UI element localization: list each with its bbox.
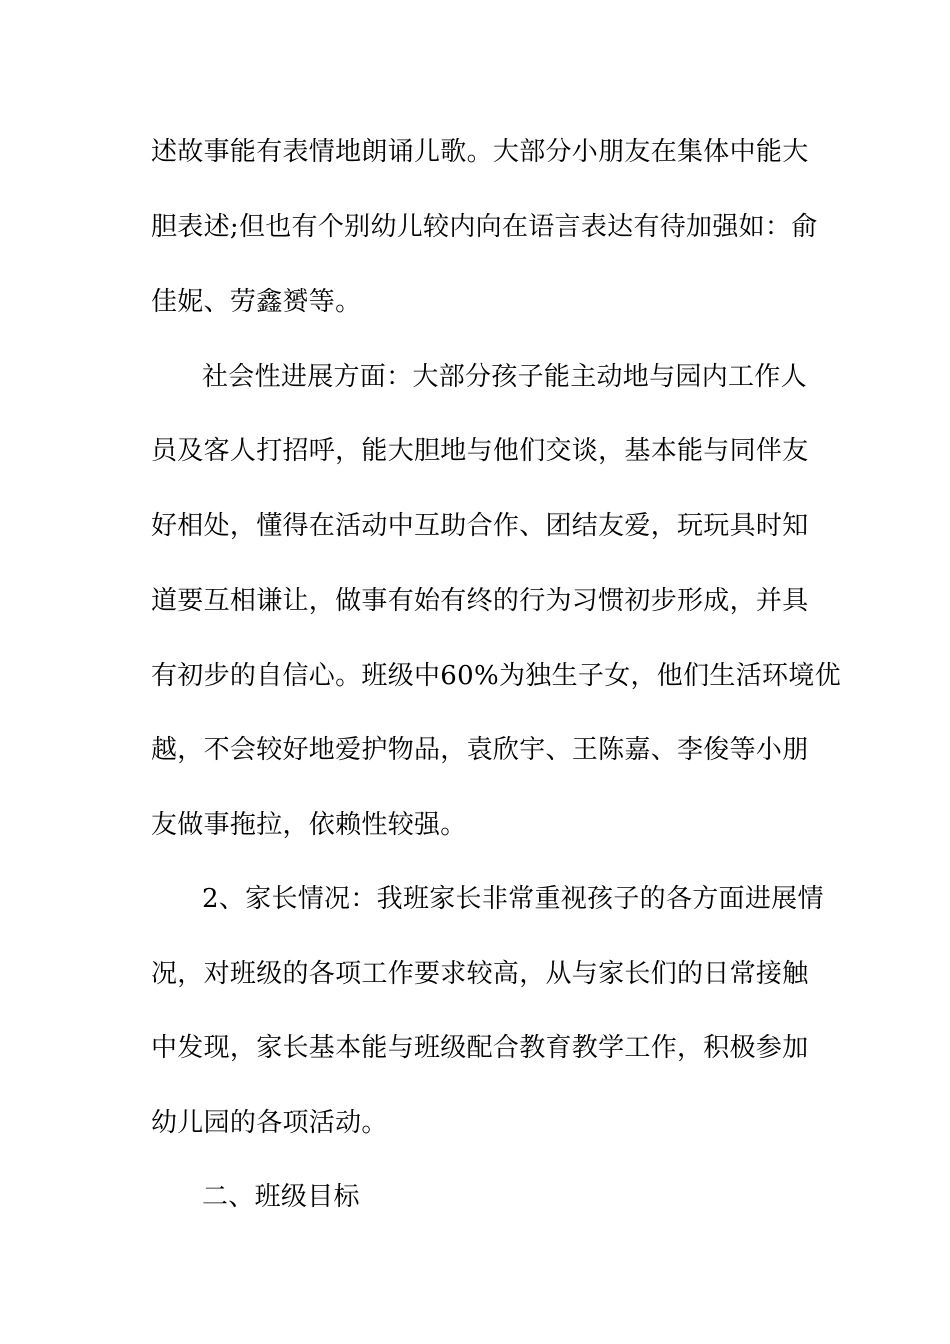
paragraph-line: 有初步的自信心。班级中60%为独生子女，他们生活环境优 <box>151 661 841 691</box>
paragraph-line: 幼儿园的各项活动。 <box>151 1108 388 1138</box>
paragraph-line: 况，对班级的各项工作要求较高，从与家长们的日常接触 <box>151 959 809 989</box>
section-heading: 二、班级目标 <box>202 1182 360 1212</box>
paragraph-line: 2、家长情况：我班家长非常重视孩子的各方面进展情 <box>202 884 824 914</box>
paragraph-line: 述故事能有表情地朗诵儿歌。大部分小朋友在集体中能大 <box>151 137 809 167</box>
paragraph-line: 员及客人打招呼，能大胆地与他们交谈，基本能与同伴友 <box>151 436 809 466</box>
paragraph-line: 道要互相谦让，做事有始有终的行为习惯初步形成，并具 <box>151 586 809 616</box>
paragraph-line: 佳妮、劳鑫赟等。 <box>151 287 362 317</box>
paragraph-line: 中发现，家长基本能与班级配合教育教学工作，积极参加 <box>151 1033 809 1063</box>
paragraph-line: 社会性进展方面：大部分孩子能主动地与园内工作人 <box>202 362 807 392</box>
paragraph-line: 胆表述;但也有个别幼儿较内向在语言表达有待加强如：俞 <box>151 212 818 242</box>
paragraph-line: 友做事拖拉，依赖性较强。 <box>151 810 467 840</box>
paragraph-line: 越，不会较好地爱护物品，袁欣宇、王陈嘉、李俊等小朋 <box>151 735 809 765</box>
paragraph-line: 好相处，懂得在活动中互助合作、团结友爱，玩玩具时知 <box>151 511 809 541</box>
